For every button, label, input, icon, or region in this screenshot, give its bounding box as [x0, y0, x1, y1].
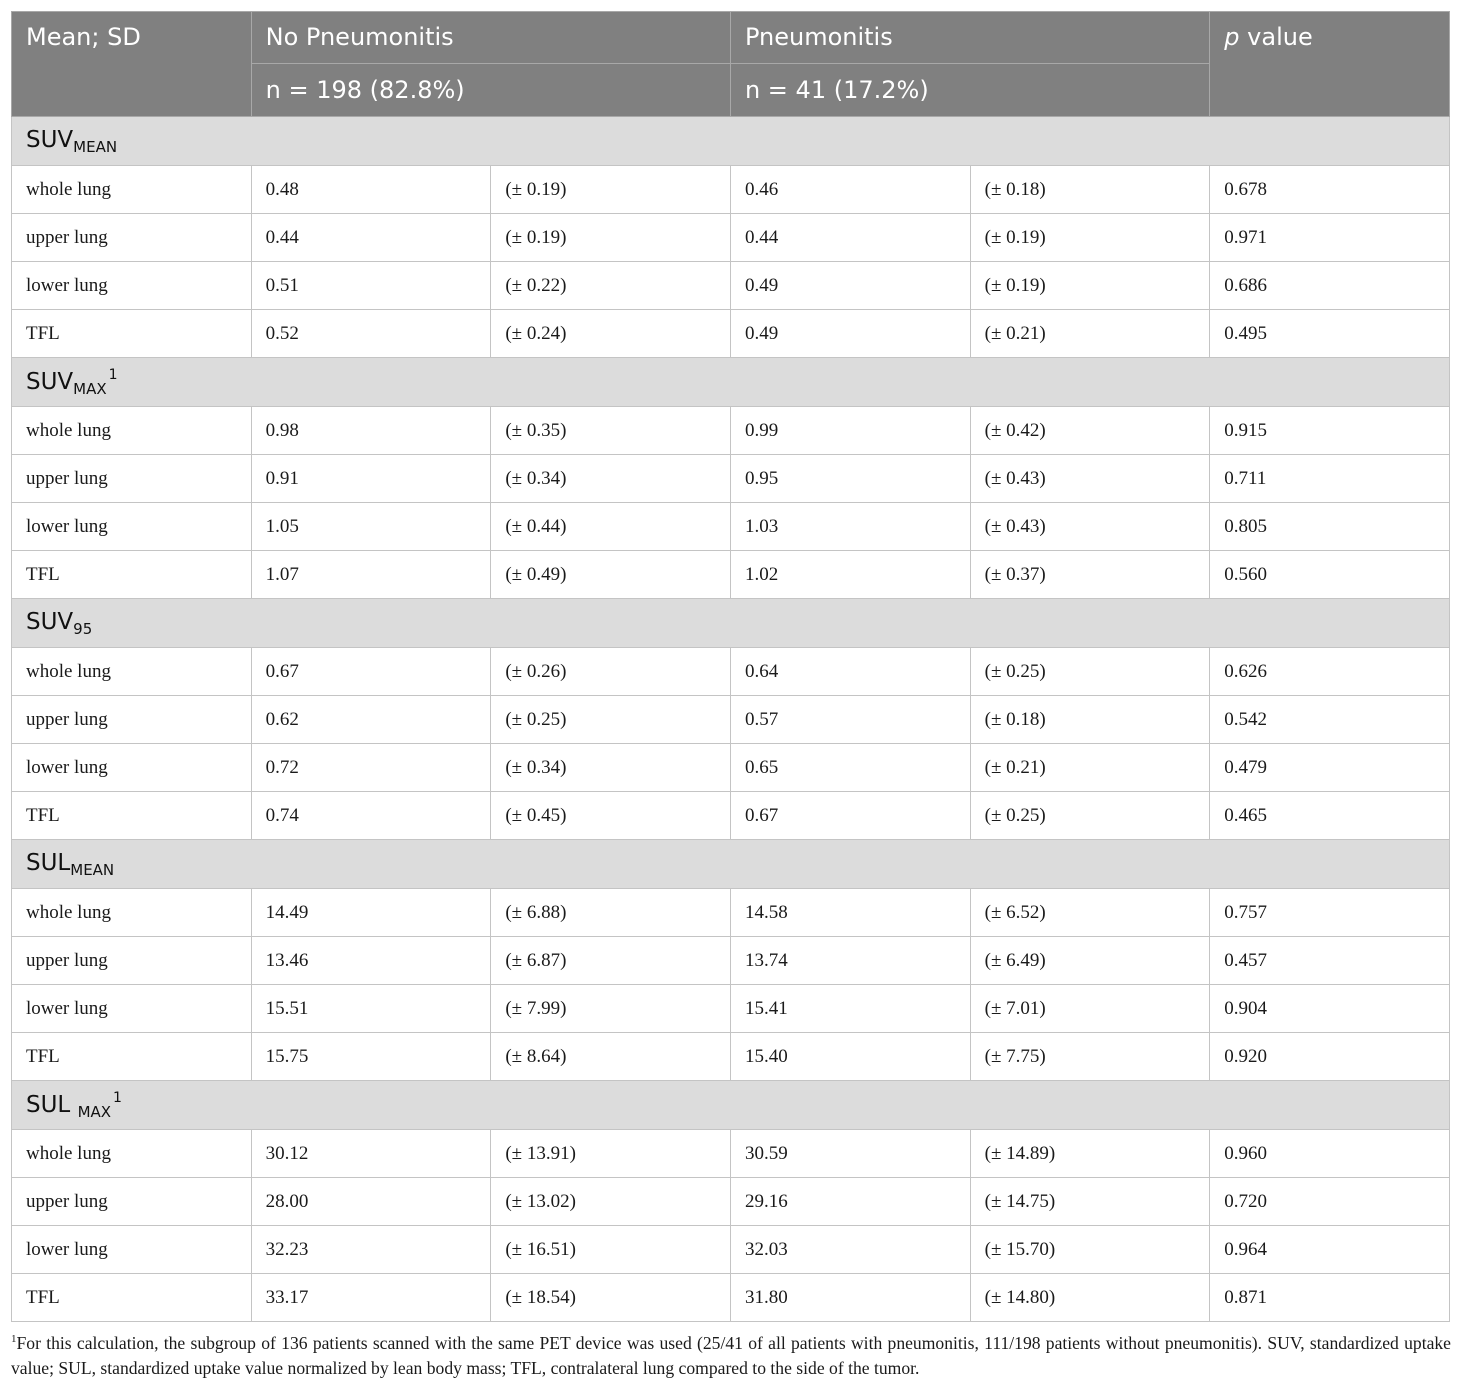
- p-value: 0.920: [1210, 1033, 1450, 1081]
- row-label: lower lung: [12, 262, 252, 310]
- table-row: [12, 1226, 1450, 1274]
- sd-no-pneumonitis: (± 0.24): [491, 310, 731, 358]
- mean-pneumonitis: 30.59: [730, 1130, 970, 1178]
- sd-pneumonitis: (± 7.75): [970, 1033, 1210, 1081]
- table-row: [12, 696, 1450, 744]
- section-title: [12, 840, 1450, 889]
- mean-no-pneumonitis: 32.23: [251, 1226, 491, 1274]
- table-row: [12, 455, 1450, 503]
- sd-pneumonitis: (± 6.49): [970, 937, 1210, 985]
- sd-pneumonitis: (± 0.21): [970, 744, 1210, 792]
- section-title-subscript: MAX: [77, 1102, 112, 1121]
- section-title-subscript: MAX: [73, 379, 107, 398]
- sd-pneumonitis: (± 0.19): [970, 214, 1210, 262]
- mean-pneumonitis: 14.58: [730, 889, 970, 937]
- section-title-subscript: 95: [73, 619, 93, 638]
- table-row: [12, 985, 1450, 1033]
- p-value: 0.904: [1210, 985, 1450, 1033]
- table-row: [12, 792, 1450, 840]
- section-header-row: [12, 840, 1450, 889]
- sd-pneumonitis: (± 15.70): [970, 1226, 1210, 1274]
- sd-pneumonitis: (± 14.75): [970, 1178, 1210, 1226]
- section-title-footnote-marker: 1: [108, 366, 118, 383]
- row-label: TFL: [12, 310, 252, 358]
- row-label: upper lung: [12, 455, 252, 503]
- sd-pneumonitis: (± 0.37): [970, 551, 1210, 599]
- section-title-footnote-marker: 1: [113, 1089, 122, 1106]
- p-value: 0.686: [1210, 262, 1450, 310]
- sd-no-pneumonitis: (± 0.34): [491, 744, 731, 792]
- mean-pneumonitis: 15.40: [730, 1033, 970, 1081]
- mean-no-pneumonitis: 0.67: [251, 648, 491, 696]
- sd-pneumonitis: (± 6.52): [970, 889, 1210, 937]
- sd-no-pneumonitis: (± 0.49): [491, 551, 731, 599]
- table-row: [12, 166, 1450, 214]
- section-title: [12, 599, 1450, 648]
- mean-pneumonitis: 31.80: [730, 1274, 970, 1322]
- sd-pneumonitis: (± 0.18): [970, 696, 1210, 744]
- mean-pneumonitis: 0.57: [730, 696, 970, 744]
- mean-no-pneumonitis: 0.98: [251, 407, 491, 455]
- sd-pneumonitis: (± 0.43): [970, 455, 1210, 503]
- sd-no-pneumonitis: (± 13.91): [491, 1130, 731, 1178]
- section-title-base: SUV: [26, 126, 74, 153]
- row-label: whole lung: [12, 1130, 252, 1178]
- table-row: [12, 1130, 1450, 1178]
- footnote-marker: 1: [11, 1333, 17, 1345]
- sd-no-pneumonitis: (± 18.54): [491, 1274, 731, 1322]
- mean-no-pneumonitis: 0.51: [251, 262, 491, 310]
- mean-pneumonitis: 15.41: [730, 985, 970, 1033]
- mean-pneumonitis: 0.49: [730, 262, 970, 310]
- mean-no-pneumonitis: 0.74: [251, 792, 491, 840]
- sd-no-pneumonitis: (± 0.19): [491, 166, 731, 214]
- p-value-rest: value: [1239, 23, 1313, 51]
- p-value: 0.757: [1210, 889, 1450, 937]
- mean-pneumonitis: 0.49: [730, 310, 970, 358]
- mean-no-pneumonitis: 15.51: [251, 985, 491, 1033]
- mean-pneumonitis: 0.64: [730, 648, 970, 696]
- section-header-row: [12, 117, 1450, 166]
- row-label: lower lung: [12, 503, 252, 551]
- mean-no-pneumonitis: 0.52: [251, 310, 491, 358]
- p-value: 0.711: [1210, 455, 1450, 503]
- p-italic: p: [1224, 23, 1240, 51]
- p-value: 0.457: [1210, 937, 1450, 985]
- table-row: [12, 551, 1450, 599]
- p-value: 0.465: [1210, 792, 1450, 840]
- section-title: [12, 117, 1450, 166]
- p-value: 0.805: [1210, 503, 1450, 551]
- mean-pneumonitis: 13.74: [730, 937, 970, 985]
- sd-no-pneumonitis: (± 0.26): [491, 648, 731, 696]
- p-value: 0.495: [1210, 310, 1450, 358]
- mean-no-pneumonitis: 1.07: [251, 551, 491, 599]
- mean-no-pneumonitis: 0.91: [251, 455, 491, 503]
- mean-no-pneumonitis: 0.44: [251, 214, 491, 262]
- row-label: TFL: [12, 551, 252, 599]
- header-row-top: [12, 12, 1450, 64]
- p-value: 0.960: [1210, 1130, 1450, 1178]
- p-value: 0.964: [1210, 1226, 1450, 1274]
- footnote-text: For this calculation, the subgroup of 136 patients scanned with the same PET device was used (25/41 of all patients with pneumonitis, 111/198 patients without pneumonitis). SUV, standardized uptake value; SUL, standardized uptake value normalized by lean body mass; TFL, contralateral lung compared to the side of the tumor.: [11, 1333, 1451, 1378]
- sd-pneumonitis: (± 0.19): [970, 262, 1210, 310]
- mean-pneumonitis: 1.02: [730, 551, 970, 599]
- mean-no-pneumonitis: 13.46: [251, 937, 491, 985]
- p-value: 0.871: [1210, 1274, 1450, 1322]
- table-row: [12, 503, 1450, 551]
- sd-no-pneumonitis: (± 0.35): [491, 407, 731, 455]
- row-label: whole lung: [12, 648, 252, 696]
- p-value: 0.542: [1210, 696, 1450, 744]
- sd-no-pneumonitis: (± 8.64): [491, 1033, 731, 1081]
- sd-no-pneumonitis: (± 6.87): [491, 937, 731, 985]
- sd-no-pneumonitis: (± 0.45): [491, 792, 731, 840]
- table-row: [12, 214, 1450, 262]
- mean-pneumonitis: 0.65: [730, 744, 970, 792]
- mean-pneumonitis: 0.44: [730, 214, 970, 262]
- header-group-pneumonitis: Pneumonitis: [730, 12, 1209, 64]
- p-value: 0.720: [1210, 1178, 1450, 1226]
- table-row: [12, 744, 1450, 792]
- section-title: [12, 1081, 1450, 1130]
- table-header: [12, 12, 1450, 117]
- row-label: upper lung: [12, 1178, 252, 1226]
- mean-no-pneumonitis: 0.72: [251, 744, 491, 792]
- mean-pneumonitis: 32.03: [730, 1226, 970, 1274]
- mean-no-pneumonitis: 15.75: [251, 1033, 491, 1081]
- section-title-subscript: MEAN: [73, 137, 118, 156]
- row-label: lower lung: [12, 985, 252, 1033]
- sd-no-pneumonitis: (± 0.25): [491, 696, 731, 744]
- table-row: [12, 1274, 1450, 1322]
- mean-pneumonitis: 0.46: [730, 166, 970, 214]
- sd-no-pneumonitis: (± 0.34): [491, 455, 731, 503]
- sd-no-pneumonitis: (± 7.99): [491, 985, 731, 1033]
- sd-no-pneumonitis: (± 6.88): [491, 889, 731, 937]
- row-label: TFL: [12, 792, 252, 840]
- row-label: TFL: [12, 1033, 252, 1081]
- table-row: [12, 1178, 1450, 1226]
- sd-no-pneumonitis: (± 0.44): [491, 503, 731, 551]
- section-header-row: [12, 358, 1450, 407]
- header-n-pneumonitis: n = 41 (17.2%): [730, 64, 1209, 117]
- mean-pneumonitis: 29.16: [730, 1178, 970, 1226]
- sd-no-pneumonitis: (± 13.02): [491, 1178, 731, 1226]
- p-value: 0.560: [1210, 551, 1450, 599]
- section-header-row: [12, 1081, 1450, 1130]
- mean-no-pneumonitis: 30.12: [251, 1130, 491, 1178]
- mean-no-pneumonitis: 0.62: [251, 696, 491, 744]
- sd-no-pneumonitis: (± 16.51): [491, 1226, 731, 1274]
- table-body: [12, 117, 1450, 1322]
- sd-pneumonitis: (± 0.25): [970, 792, 1210, 840]
- table-row: [12, 648, 1450, 696]
- sd-no-pneumonitis: (± 0.22): [491, 262, 731, 310]
- section-title-base: SUL: [26, 849, 71, 876]
- row-label: upper lung: [12, 696, 252, 744]
- mean-pneumonitis: 1.03: [730, 503, 970, 551]
- mean-pneumonitis: 0.99: [730, 407, 970, 455]
- mean-pneumonitis: 0.67: [730, 792, 970, 840]
- section-title-base: SUV: [26, 608, 74, 635]
- p-value: 0.479: [1210, 744, 1450, 792]
- mean-no-pneumonitis: 0.48: [251, 166, 491, 214]
- header-p-value: [1210, 12, 1450, 117]
- p-value: 0.678: [1210, 166, 1450, 214]
- header-stat-label: Mean; SD: [12, 12, 252, 117]
- mean-no-pneumonitis: 33.17: [251, 1274, 491, 1322]
- table-row: [12, 407, 1450, 455]
- sd-pneumonitis: (± 0.25): [970, 648, 1210, 696]
- table-row: [12, 889, 1450, 937]
- row-label: whole lung: [12, 166, 252, 214]
- row-label: lower lung: [12, 1226, 252, 1274]
- header-group-no-pneumonitis: No Pneumonitis: [251, 12, 730, 64]
- p-value: 0.915: [1210, 407, 1450, 455]
- sd-pneumonitis: (± 0.43): [970, 503, 1210, 551]
- section-title: [12, 358, 1450, 407]
- mean-no-pneumonitis: 1.05: [251, 503, 491, 551]
- mean-pneumonitis: 0.95: [730, 455, 970, 503]
- results-table-container: [11, 11, 1449, 1322]
- mean-no-pneumonitis: 14.49: [251, 889, 491, 937]
- sd-pneumonitis: (± 14.80): [970, 1274, 1210, 1322]
- section-title-base: SUV: [26, 368, 74, 395]
- section-title-base: SUL: [26, 1091, 78, 1118]
- sd-no-pneumonitis: (± 0.19): [491, 214, 731, 262]
- table-footnote: [11, 1327, 1451, 1381]
- results-table: [11, 11, 1450, 1322]
- table-row: [12, 310, 1450, 358]
- row-label: whole lung: [12, 407, 252, 455]
- header-n-no-pneumonitis: n = 198 (82.8%): [251, 64, 730, 117]
- table-row: [12, 262, 1450, 310]
- sd-pneumonitis: (± 0.21): [970, 310, 1210, 358]
- table-row: [12, 1033, 1450, 1081]
- row-label: upper lung: [12, 937, 252, 985]
- mean-no-pneumonitis: 28.00: [251, 1178, 491, 1226]
- table-row: [12, 937, 1450, 985]
- row-label: lower lung: [12, 744, 252, 792]
- sd-pneumonitis: (± 0.18): [970, 166, 1210, 214]
- row-label: whole lung: [12, 889, 252, 937]
- p-value: 0.971: [1210, 214, 1450, 262]
- p-value: 0.626: [1210, 648, 1450, 696]
- sd-pneumonitis: (± 7.01): [970, 985, 1210, 1033]
- section-header-row: [12, 599, 1450, 648]
- row-label: upper lung: [12, 214, 252, 262]
- sd-pneumonitis: (± 14.89): [970, 1130, 1210, 1178]
- section-title-subscript: MEAN: [70, 860, 115, 879]
- row-label: TFL: [12, 1274, 252, 1322]
- sd-pneumonitis: (± 0.42): [970, 407, 1210, 455]
